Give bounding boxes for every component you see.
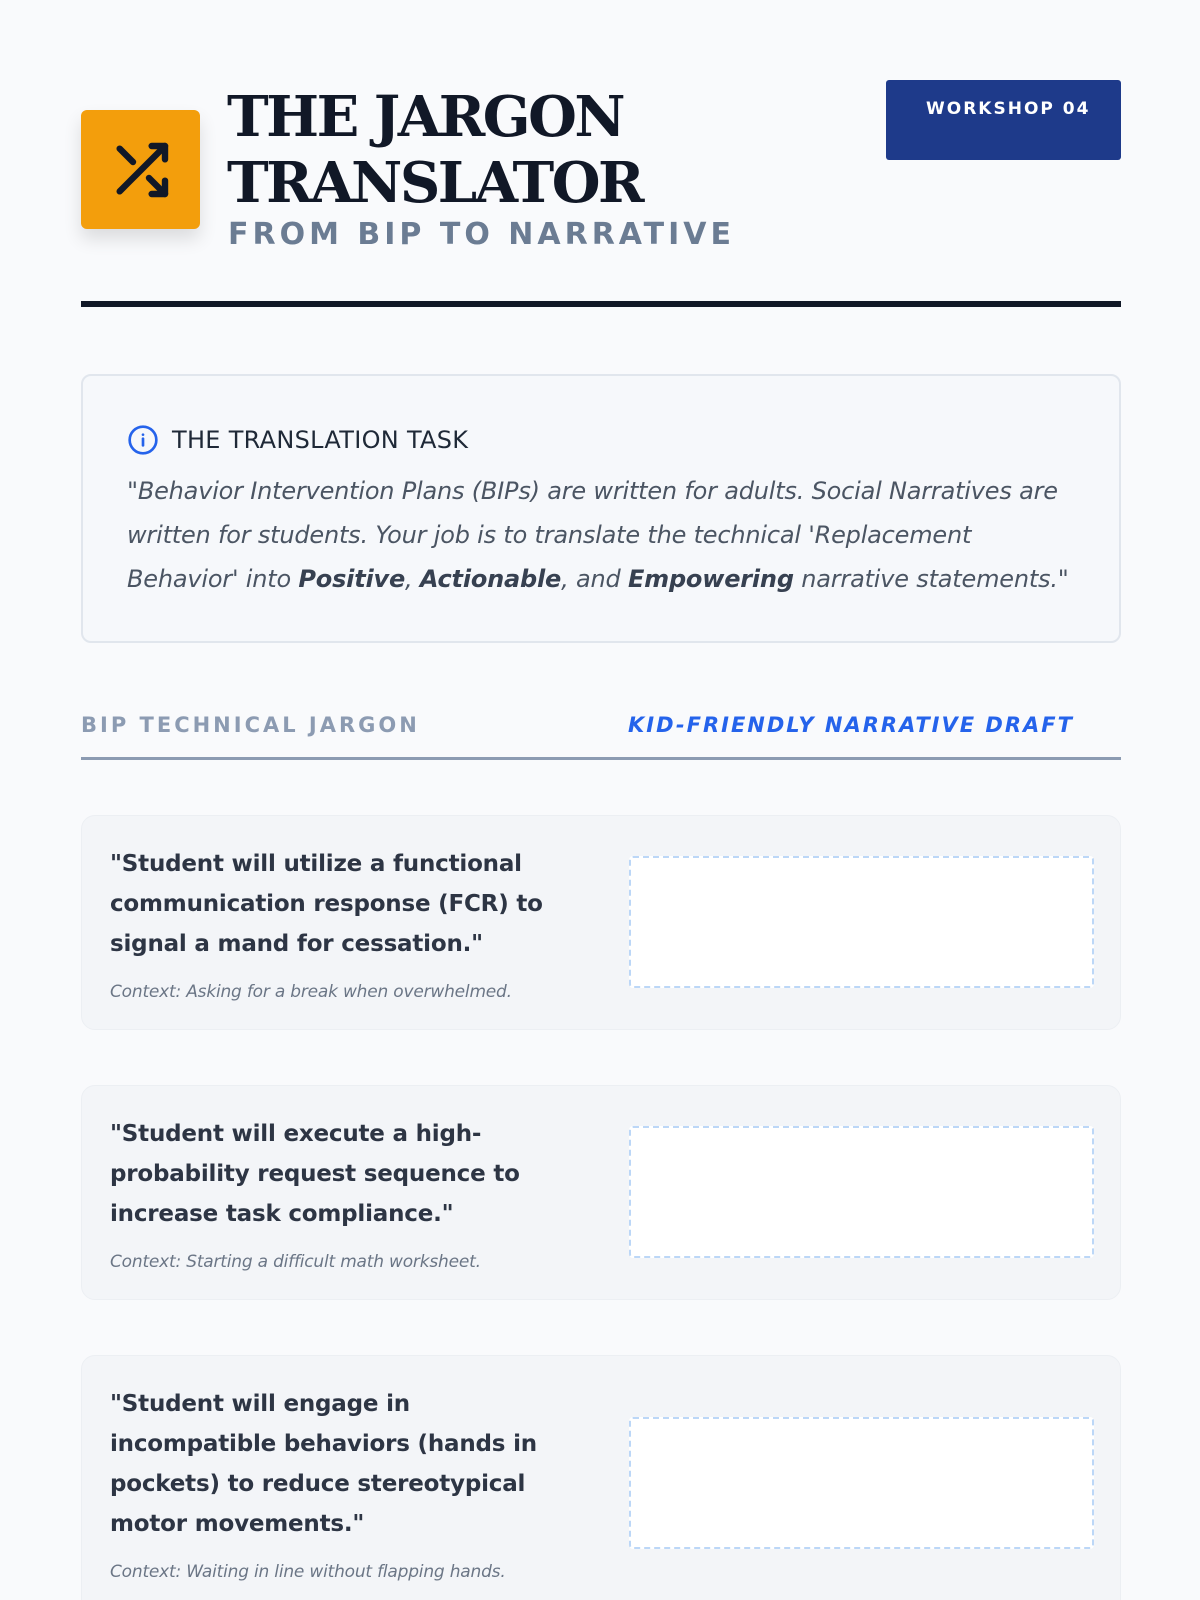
task-instructions: [127, 469, 1077, 601]
header-divider: [81, 301, 1121, 307]
task-header: [127, 424, 468, 456]
column-header-jargon: BIP TECHNICAL JARGON: [81, 713, 420, 737]
jargon-statement: "Student will engage in incompatible behaviors (hands in pockets) to reduce stereotypical motor movements.": [110, 1391, 537, 1537]
column-header-narrative: KID-FRIENDLY NARRATIVE DRAFT: [628, 713, 1074, 737]
task-text: ,: [405, 565, 420, 593]
column-divider: [81, 757, 1121, 760]
worksheet-page: [81, 0, 1121, 1600]
workshop-badge: WORKSHOP 04: [886, 80, 1121, 160]
keyword-actionable: Actionable: [419, 565, 562, 593]
task-text: narrative statements.": [793, 565, 1069, 593]
page-title: THE JARGON TRANSLATOR: [227, 84, 643, 216]
translation-row: [81, 1085, 1121, 1300]
narrative-draft-field[interactable]: [629, 1417, 1094, 1549]
info-icon: [127, 424, 159, 456]
page-subtitle: FROM BIP TO NARRATIVE: [228, 217, 736, 252]
logo-tile: [81, 110, 200, 229]
keyword-empowering: Empowering: [627, 565, 794, 593]
translation-row: [81, 1355, 1121, 1600]
task-title: THE TRANSLATION TASK: [172, 426, 469, 454]
narrative-draft-field[interactable]: [629, 1126, 1094, 1258]
translation-row: [81, 815, 1121, 1030]
context-note: Context: Asking for a break when overwhelmed.: [110, 982, 512, 1002]
task-text: "Behavior Intervention Plans (BIPs) are written for adults. Social Narratives are written for students. Your job is to translate the technical 'Replacement Behavior' into: [127, 477, 1058, 593]
jargon-statement: "Student will utilize a functional communication response (FCR) to signal a mand for cessation.": [110, 851, 543, 957]
jargon-statement: "Student will execute a high-probability request sequence to increase task compliance.": [110, 1121, 520, 1227]
task-panel: [81, 374, 1121, 643]
task-text: , and: [561, 565, 628, 593]
narrative-draft-field[interactable]: [629, 856, 1094, 988]
keyword-positive: Positive: [298, 565, 406, 593]
context-note: Context: Waiting in line without flapping hands.: [110, 1562, 506, 1582]
context-note: Context: Starting a difficult math worksheet.: [110, 1252, 481, 1272]
shuffle-icon: [109, 138, 173, 202]
